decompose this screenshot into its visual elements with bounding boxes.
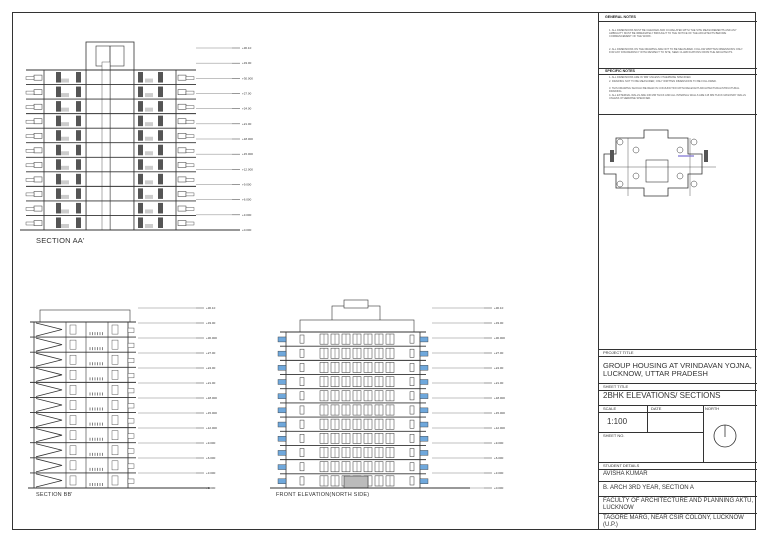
divider xyxy=(599,74,757,75)
level-label: +3.000 xyxy=(494,471,504,475)
railing-left xyxy=(26,222,34,225)
window-dark xyxy=(56,145,61,156)
level-label: +0.000 xyxy=(242,228,252,232)
railing-right xyxy=(186,135,194,138)
window-dark xyxy=(138,203,143,214)
window-dark xyxy=(56,174,61,185)
window-small xyxy=(300,463,304,471)
divider xyxy=(599,469,757,470)
level-label: +30.000 xyxy=(206,336,217,340)
window-dark xyxy=(138,174,143,185)
general-notes-heading: GENERAL NOTES xyxy=(605,15,636,19)
level-label: +15.000 xyxy=(206,411,217,415)
level-label: +12.000 xyxy=(494,426,505,430)
roof-parapet xyxy=(40,310,130,322)
window-small xyxy=(410,463,414,471)
front-elevation-caption: FRONT ELEVATION(NORTH SIDE) xyxy=(276,492,370,498)
level-label: +24.00 xyxy=(494,366,504,370)
window-dark xyxy=(56,159,61,170)
door-opening xyxy=(70,355,76,364)
lift-shaft xyxy=(102,62,110,230)
window-dark xyxy=(56,116,61,127)
level-label: +30.10 xyxy=(206,306,216,310)
railing-right xyxy=(186,207,194,210)
date-label: DATE xyxy=(651,406,662,411)
divider xyxy=(599,114,757,115)
level-label: +30.10 xyxy=(242,46,252,50)
student-course: B. ARCH 3RD YEAR, SECTION A xyxy=(603,485,694,491)
specific-note-1: 1. ALL DIMENSIONS ARE IN 'MM' UNLESS OTHERWISE SPECIFIED. xyxy=(609,76,692,79)
window-dark xyxy=(76,188,81,199)
balcony-left-glass xyxy=(278,408,286,413)
level-label: +0.000 xyxy=(494,486,504,490)
window-dark xyxy=(76,87,81,98)
window-dark xyxy=(158,87,163,98)
balcony-left xyxy=(34,206,42,211)
window-dark xyxy=(158,203,163,214)
window-small xyxy=(410,363,414,371)
balcony-right-glass xyxy=(420,365,428,370)
window-dark xyxy=(76,72,81,83)
balcony-right xyxy=(178,221,186,226)
divider xyxy=(703,405,704,462)
balcony-box xyxy=(128,328,134,333)
window-opening xyxy=(112,400,118,409)
window-dark xyxy=(56,72,61,83)
sheet-title-label: SHEET TITLE xyxy=(603,384,629,389)
window-small xyxy=(410,434,414,442)
window-small xyxy=(410,448,414,456)
balcony-left-glass xyxy=(278,465,286,470)
balcony-left-glass xyxy=(278,337,286,342)
window-dark xyxy=(56,203,61,214)
window-dark xyxy=(158,101,163,112)
balcony-left xyxy=(34,191,42,196)
divider xyxy=(599,513,757,514)
balcony-left xyxy=(34,177,42,182)
balcony-right xyxy=(178,75,186,80)
section-aa-caption: SECTION AA' xyxy=(36,236,85,245)
window-dark xyxy=(138,87,143,98)
divider xyxy=(599,412,703,413)
balcony-right-glass xyxy=(420,394,428,399)
balcony-left xyxy=(34,133,42,138)
window-dark xyxy=(76,130,81,141)
level-label: +6.000 xyxy=(206,456,216,460)
window-opening xyxy=(112,325,118,334)
window-dark xyxy=(56,217,61,228)
window-opening xyxy=(112,416,118,425)
balcony-box xyxy=(128,403,134,408)
railing-right xyxy=(186,164,194,167)
window-dark xyxy=(138,130,143,141)
general-note-2: 2. ALL DIMENSIONS ON THE DRAWING ARE NOT TO BE MEASURED. FOLLOW WRITTEN DIMENSIONS ONLY. FOR ANY DISCREPANCY WITH RESPECT TO SITE, SEEK CLARIFICATIONS FROM THE ARCHITECTS. xyxy=(609,48,743,55)
divider xyxy=(599,405,757,406)
balcony-right-glass xyxy=(420,408,428,413)
window-dark xyxy=(158,159,163,170)
window-dark xyxy=(138,101,143,112)
window-dark xyxy=(158,72,163,83)
level-label: +33.00 xyxy=(494,321,504,325)
student-name: AVISHA KUMAR xyxy=(603,471,648,477)
level-label: +3.000 xyxy=(242,212,252,217)
window-opening xyxy=(112,370,118,379)
balcony-left-glass xyxy=(278,450,286,455)
window-dark xyxy=(56,188,61,199)
window-small xyxy=(410,335,414,343)
balcony-right-glass xyxy=(420,337,428,342)
railing-right xyxy=(186,222,194,225)
project-title-label: PROJECT TITLE xyxy=(603,350,634,355)
window-dark xyxy=(158,130,163,141)
level-label: +21.00 xyxy=(242,121,252,126)
sheet-title: 2BHK ELEVATIONS/ SECTIONS xyxy=(603,391,721,400)
divider xyxy=(599,496,757,497)
sheet-no-label: SHEET NO. xyxy=(603,433,625,438)
window-opening xyxy=(112,355,118,364)
window-dark xyxy=(76,116,81,127)
door-opening xyxy=(70,431,76,440)
level-label: +21.00 xyxy=(206,381,216,385)
window-small xyxy=(300,392,304,400)
window-dark xyxy=(76,159,81,170)
balcony-left xyxy=(34,148,42,153)
balcony-right xyxy=(178,119,186,124)
window-opening xyxy=(112,431,118,440)
balcony-left-glass xyxy=(278,394,286,399)
railing-left xyxy=(26,106,34,109)
level-label: +24.00 xyxy=(206,366,216,370)
door-opening xyxy=(70,385,76,394)
door-opening xyxy=(70,461,76,470)
railing-left xyxy=(26,149,34,152)
window-small xyxy=(410,392,414,400)
window-dark xyxy=(138,72,143,83)
specific-notes-heading: SPECIFIC NOTES xyxy=(605,69,635,73)
balcony-left xyxy=(34,162,42,167)
window-small xyxy=(410,477,414,485)
level-label: +30.000 xyxy=(494,336,505,340)
section-aa-drawing xyxy=(20,42,253,232)
railing-right xyxy=(186,193,194,196)
divider xyxy=(599,21,757,22)
level-label: +9.000 xyxy=(494,441,504,445)
level-label: +9.000 xyxy=(242,182,252,187)
scale-label: SCALE xyxy=(603,406,617,411)
window-small xyxy=(300,349,304,357)
specific-note-2: 2. DRAWING NOT TO BE MEASURED; ONLY WRITTEN DIMENSIONS TO BE FOLLOWED. xyxy=(609,80,717,83)
entrance-door xyxy=(344,476,368,488)
balcony-left-glass xyxy=(278,422,286,427)
window-opening xyxy=(112,461,118,470)
north-label: NORTH xyxy=(705,406,720,411)
window-small xyxy=(300,378,304,386)
balcony-right xyxy=(178,191,186,196)
title-block xyxy=(598,12,756,530)
window-small xyxy=(410,420,414,428)
window-small xyxy=(410,349,414,357)
window-dark xyxy=(56,130,61,141)
window-dark xyxy=(158,217,163,228)
balcony-right xyxy=(178,162,186,167)
balcony-box xyxy=(128,419,134,424)
level-label: +9.000 xyxy=(206,441,216,445)
level-label: +27.00 xyxy=(242,91,252,96)
level-label: +6.000 xyxy=(494,456,504,460)
level-label: +12.000 xyxy=(242,167,253,172)
balcony-left-glass xyxy=(278,479,286,484)
level-label: +3.000 xyxy=(206,471,216,475)
window-dark xyxy=(56,87,61,98)
window-small xyxy=(410,406,414,414)
level-label: +33.00 xyxy=(206,321,216,325)
window-small xyxy=(300,406,304,414)
address: TAGORE MARG, NEAR CSIR COLONY, LUCKNOW (U.P.) xyxy=(603,515,744,528)
window-small xyxy=(300,363,304,371)
balcony-box xyxy=(128,388,134,393)
window-dark xyxy=(76,145,81,156)
level-label: +21.00 xyxy=(494,381,504,385)
window-dark xyxy=(138,145,143,156)
water-tank xyxy=(344,300,368,308)
stair-headroom xyxy=(332,306,380,322)
door-opening xyxy=(70,340,76,349)
balcony-left xyxy=(34,75,42,80)
level-label: +30.10 xyxy=(494,306,504,310)
divider xyxy=(599,356,757,357)
level-label: +24.00 xyxy=(242,106,252,111)
railing-left xyxy=(26,207,34,210)
window-small xyxy=(410,378,414,386)
railing-right xyxy=(186,91,194,94)
balcony-right-glass xyxy=(420,351,428,356)
door-opening xyxy=(70,446,76,455)
window-dark xyxy=(138,217,143,228)
window-small xyxy=(300,434,304,442)
window-dark xyxy=(138,159,143,170)
balcony-right-glass xyxy=(420,479,428,484)
balcony-left xyxy=(34,221,42,226)
window-dark xyxy=(158,145,163,156)
divider xyxy=(599,481,757,482)
level-label: +18.000 xyxy=(494,396,505,400)
level-label: +18.000 xyxy=(206,396,217,400)
railing-left xyxy=(26,120,34,123)
balcony-box xyxy=(128,464,134,469)
window-small xyxy=(300,448,304,456)
railing-left xyxy=(26,91,34,94)
scale-value: 1:100 xyxy=(607,417,628,426)
level-label: +12.000 xyxy=(206,426,217,430)
balcony-left xyxy=(34,104,42,109)
general-note-1: 1. ALL DIMENSIONS MUST BE CHECKED AND CO-RELATED WITH THE SITE MEASUREMENTS AND ANY AMBIGUITY MUST BE IMMEDIATELY BROUGHT TO THE NOTICE OF THE ARCHITECTS BEFORE COMMENCEMENT OF THE WORK. xyxy=(609,29,737,39)
railing-left xyxy=(26,135,34,138)
balcony-box xyxy=(128,373,134,378)
section-bb-caption: SECTION BB' xyxy=(36,492,73,498)
front-elevation-drawing xyxy=(270,300,505,490)
railing-right xyxy=(186,178,194,181)
balcony-left-glass xyxy=(278,436,286,441)
level-label: +15.000 xyxy=(494,411,505,415)
window-dark xyxy=(138,116,143,127)
balcony-right-glass xyxy=(420,380,428,385)
railing-left xyxy=(26,77,34,80)
balcony-box xyxy=(128,449,134,454)
window-small xyxy=(300,477,304,485)
balcony-right-glass xyxy=(420,436,428,441)
student-details-label: STUDENT DETAILS xyxy=(603,463,640,468)
balcony-left xyxy=(34,90,42,95)
door-opening xyxy=(70,400,76,409)
window-dark xyxy=(76,174,81,185)
railing-right xyxy=(186,77,194,80)
window-dark xyxy=(76,203,81,214)
balcony-left-glass xyxy=(278,365,286,370)
window-dark xyxy=(158,174,163,185)
window-dark xyxy=(138,188,143,199)
window-dark xyxy=(158,116,163,127)
specific-note-3: 3. THIS DRAWING SHOULD BE READ IN CONJUNCTION WITH RELEVANT ARCHITECTURAL/STRUCTURAL DRAWING. xyxy=(609,87,740,94)
balcony-right-glass xyxy=(420,450,428,455)
window-dark xyxy=(76,101,81,112)
railing-left xyxy=(26,193,34,196)
window-dark xyxy=(158,188,163,199)
window-dark xyxy=(56,101,61,112)
railing-left xyxy=(26,164,34,167)
divider xyxy=(647,405,648,432)
railing-right xyxy=(186,149,194,152)
balcony-right xyxy=(178,104,186,109)
railing-right xyxy=(186,120,194,123)
balcony-right xyxy=(178,177,186,182)
window-small xyxy=(300,420,304,428)
level-label: +33.00 xyxy=(242,61,252,66)
balcony-right xyxy=(178,133,186,138)
railing-left xyxy=(26,178,34,181)
balcony-left xyxy=(34,119,42,124)
level-label: +15.000 xyxy=(242,152,253,157)
level-label: +0.000 xyxy=(206,486,216,490)
railing-right xyxy=(186,106,194,109)
balcony-box xyxy=(128,479,134,484)
balcony-right xyxy=(178,148,186,153)
balcony-right-glass xyxy=(420,422,428,427)
balcony-box xyxy=(128,358,134,363)
section-bb-drawing xyxy=(28,306,217,490)
balcony-left-glass xyxy=(278,380,286,385)
window-small xyxy=(300,335,304,343)
faculty-name: FACULTY OF ARCHITECTURE AND PLANNING AKTU, LUCKNOW xyxy=(603,498,754,511)
balcony-right xyxy=(178,90,186,95)
balcony-box xyxy=(128,434,134,439)
balcony-box xyxy=(128,343,134,348)
project-title: GROUP HOUSING AT VRINDAVAN YOJNA, LUCKNOW, UTTAR PRADESH xyxy=(603,361,752,378)
balcony-left-glass xyxy=(278,351,286,356)
window-opening xyxy=(112,385,118,394)
window-dark xyxy=(76,217,81,228)
door-opening xyxy=(70,325,76,334)
balcony-right-glass xyxy=(420,465,428,470)
level-label: +27.00 xyxy=(494,351,504,355)
parapet xyxy=(300,320,414,332)
level-label: +6.000 xyxy=(242,197,252,202)
level-label: +30.000 xyxy=(242,76,253,81)
door-opening xyxy=(70,370,76,379)
balcony-right xyxy=(178,206,186,211)
door-opening xyxy=(70,476,76,485)
level-label: +27.00 xyxy=(206,351,216,355)
level-label: +18.000 xyxy=(242,137,253,141)
window-opening xyxy=(112,446,118,455)
door-opening xyxy=(70,416,76,425)
window-opening xyxy=(112,340,118,349)
window-opening xyxy=(112,476,118,485)
specific-note-4: 4. ALL EXTERNAL WALLS ARE 230 MM THICK AND ALL INTERNAL WALLS ARE 115 MM THICK MASONRY WALLS UNLESS OTHERWISE SPECIFIED. xyxy=(609,94,746,101)
